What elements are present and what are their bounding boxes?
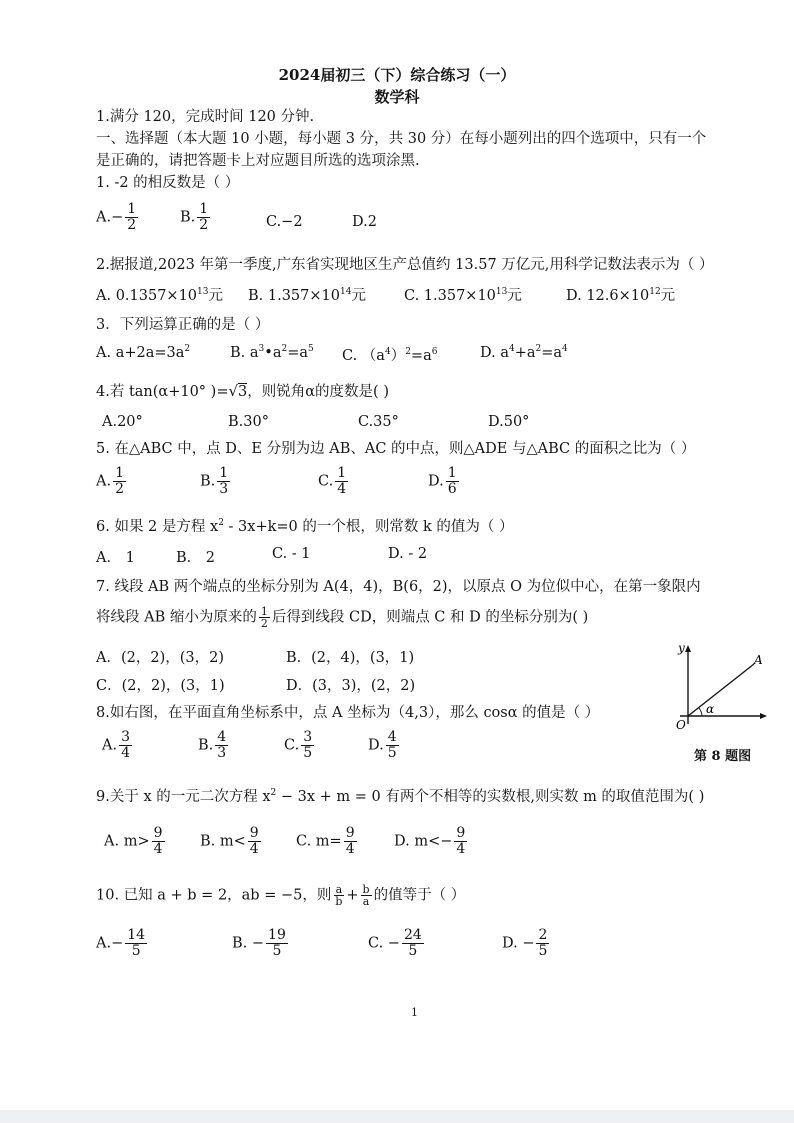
q5-option-a: A. $\frac{1}{2}$ bbox=[96, 465, 125, 497]
q2-option-c: C. $1.357\times 10^{13}$元 bbox=[404, 287, 522, 304]
q3-option-d: D. $a^4+a^2=a^4$ bbox=[480, 344, 568, 361]
q9-option-d: D. m<− $\frac{9}{4}$ bbox=[394, 825, 466, 857]
q8-option-a: A. $\frac{3}{4}$ bbox=[102, 729, 131, 761]
q5-option-d: D. $\frac{1}{6}$ bbox=[428, 465, 457, 497]
q7-option-b: B．(2，4)，(3，1) bbox=[286, 650, 415, 666]
q2-option-a: A. $0.1357\times 10^{13}$元 bbox=[96, 287, 223, 304]
q4-option-b: B.30° bbox=[228, 414, 269, 430]
page-number: 1 bbox=[411, 1006, 418, 1019]
section-intro-line: 一、选择题（本大题 10 小题，每小题 3 分，共 30 分）在每小题列出的四个选项中，只有一个 bbox=[96, 131, 707, 147]
point-a-label: A bbox=[754, 653, 763, 667]
q3-option-a: A. $a+2a=3a^2$ bbox=[96, 344, 191, 361]
q10-option-b: B. − $\frac{19}{5}$ bbox=[232, 927, 286, 959]
instruction-line: 1.满分 120，完成时间 120 分钟. bbox=[96, 109, 315, 125]
q1-option-b: B. $\frac{1}{2}$ bbox=[180, 201, 209, 233]
q3-option-c: C. $(a^4)^2=a^6$ bbox=[342, 347, 438, 364]
q5-option-b: B. $\frac{1}{3}$ bbox=[200, 465, 229, 497]
angle-arc bbox=[699, 708, 702, 716]
q6-option-b: B． 2 bbox=[176, 550, 215, 566]
y-axis-arrow-icon bbox=[685, 645, 691, 652]
question-1-stem: 1. -2 的相反数是（ ） bbox=[96, 175, 240, 191]
alpha-label: α bbox=[706, 702, 715, 716]
q9-option-a: A. m> $\frac{9}{4}$ bbox=[104, 825, 163, 857]
q1-option-a: A.− $\frac{1}{2}$ bbox=[96, 201, 137, 233]
q6-option-c: C. - 1 bbox=[272, 546, 311, 562]
q8-option-c: C. $\frac{3}{5}$ bbox=[284, 729, 313, 761]
q1-option-c: C.−2 bbox=[266, 214, 303, 230]
question-9-stem: 9.关于 x 的一元二次方程 $x^2 - 3x + m = 0$ 有两个不相等的实数根,则实数 m 的取值范围为( ) bbox=[96, 788, 705, 805]
q2-option-b: B. $1.357\times 10^{14}$元 bbox=[248, 287, 366, 304]
origin-label: O bbox=[676, 718, 686, 732]
question-7-stem: 7. 线段 AB 两个端点的坐标分别为 A(4，4)，B(6，2)，以原点 O 为位似中心，在第一象限内 bbox=[96, 579, 701, 595]
exam-title: 2024届初三（下）综合练习（一） bbox=[278, 66, 516, 84]
q4-option-a: A.20° bbox=[102, 414, 143, 430]
q8-option-b: B. $\frac{4}{3}$ bbox=[198, 729, 227, 761]
section-intro-line: 是正确的，请把答题卡上对应题目所选的选项涂黑. bbox=[96, 153, 420, 169]
q3-option-b: B. $a^3•a^2=a^5$ bbox=[230, 344, 314, 361]
question-5-stem: 5. 在△ABC 中，点 D、E 分别为边 AB、AC 的中点，则△ADE 与△ABC 的面积之比为（ ） bbox=[96, 441, 696, 457]
question-8-stem: 8.如右图，在平面直角坐标系中，点 A 坐标为（4,3），那么 cosα 的值是（ ） bbox=[96, 705, 600, 721]
q5-option-c: C. $\frac{1}{4}$ bbox=[318, 465, 347, 497]
y-label: y bbox=[678, 642, 685, 655]
q10-option-d: D. − $\frac{2}{5}$ bbox=[502, 927, 548, 959]
q1-option-d: D.2 bbox=[352, 214, 377, 230]
q6-option-a: A． 1 bbox=[96, 550, 135, 566]
q10-option-a: A.− $\frac{14}{5}$ bbox=[96, 927, 146, 959]
question-2-stem: 2.据报道,2023 年第一季度,广东省实现地区生产总值约 13.57 万亿元,用科学记数法表示为（ ） bbox=[96, 257, 714, 273]
q7-option-a: A．(2，2)，(3，2) bbox=[96, 650, 225, 666]
q9-option-b: B. m< $\frac{9}{4}$ bbox=[200, 825, 259, 857]
x-axis-arrow-icon bbox=[760, 713, 767, 719]
q6-option-d: D. - 2 bbox=[388, 546, 428, 562]
q7-option-d: D．(3，3)，(2，2) bbox=[286, 678, 416, 694]
figure-caption: 第 8 题图 bbox=[694, 749, 752, 764]
q8-coordinate-figure bbox=[668, 642, 778, 742]
question-4-stem: 4.若 tan(α+10° )=√3，则锐角α的度数是( ) bbox=[96, 382, 389, 400]
question-10-stem: 10. 已知 a + b = 2，ab = −5，则 $\frac{a}{b}$ + $\frac{b}{a}$ 的值等于（ ） bbox=[96, 883, 466, 908]
viewer-bottom-strip bbox=[0, 1110, 794, 1123]
exam-subject: 数学科 bbox=[374, 88, 420, 106]
q7-option-c: C．(2，2)，(3，1) bbox=[96, 678, 225, 694]
q4-option-c: C.35° bbox=[358, 414, 399, 430]
q8-option-d: D. $\frac{4}{5}$ bbox=[368, 729, 397, 761]
question-6-stem: 6. 如果 2 是方程 $x^2 - 3x+k=0$ 的一个根，则常数 k 的值为（ ） bbox=[96, 518, 514, 535]
q10-option-c: C. − $\frac{24}{5}$ bbox=[368, 927, 422, 959]
ray-oa bbox=[688, 664, 754, 716]
question-3-stem: 3．下列运算正确的是（ ） bbox=[96, 317, 270, 333]
question-7-stem-cont: 将线段 AB 缩小为原来的 $\frac{1}{2}$ 后得到线段 CD，则端点 C 和 D 的坐标分别为( ) bbox=[96, 605, 589, 630]
q4-option-d: D.50° bbox=[488, 414, 530, 430]
q2-option-d: D. $12.6\times 10^{12}$元 bbox=[566, 287, 676, 304]
q9-option-c: C. m= $\frac{9}{4}$ bbox=[296, 825, 355, 857]
